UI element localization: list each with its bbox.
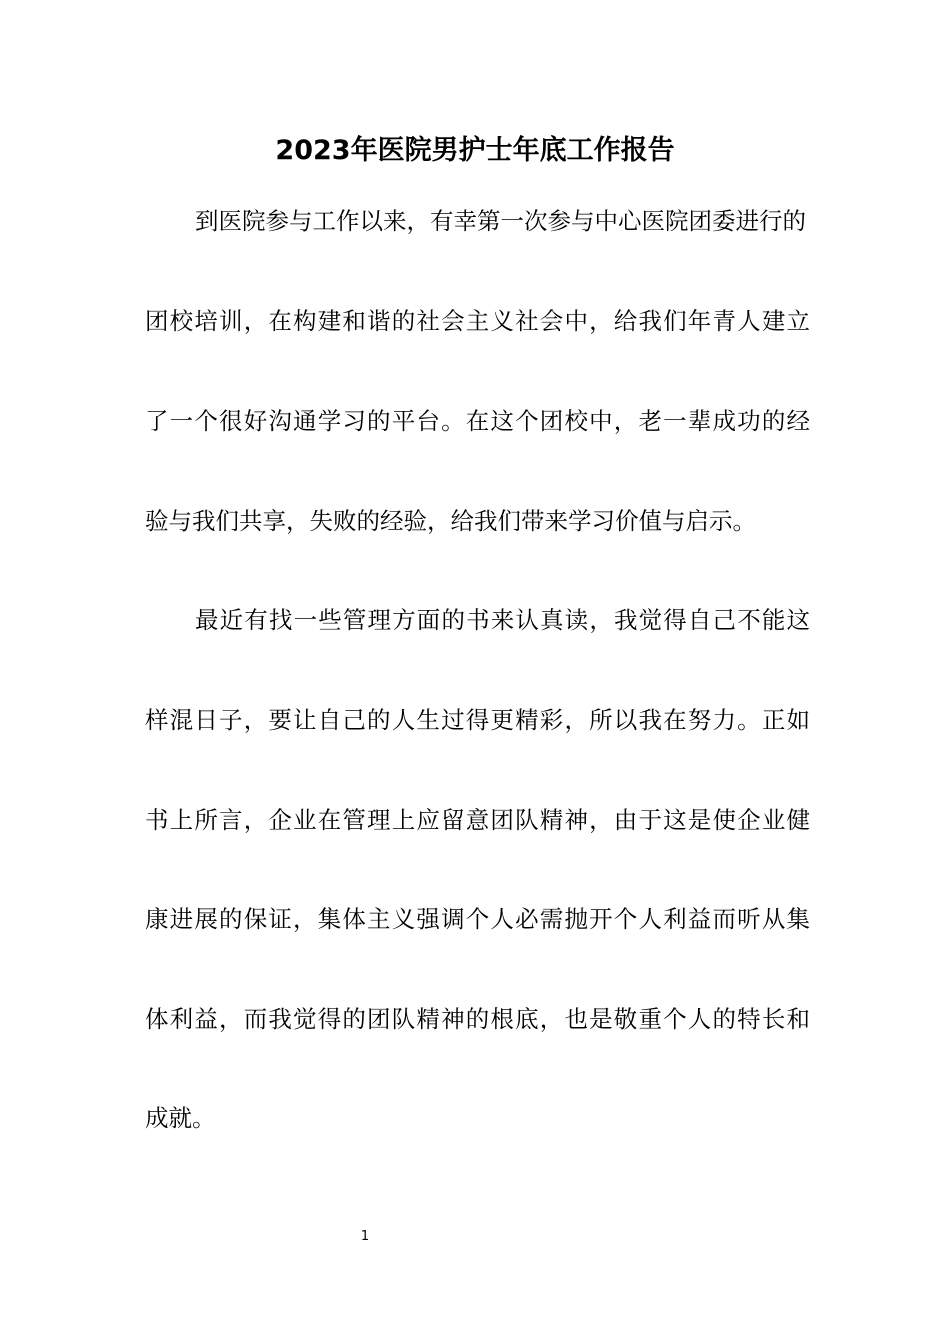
paragraph-line: 康进展的保证，集体主义强调个人必需抛开个人利益而听从集 bbox=[145, 905, 810, 933]
page-number: 1 bbox=[360, 1229, 370, 1244]
paragraph-line: 样混日子，要让自己的人生过得更精彩，所以我在努力。正如 bbox=[145, 706, 810, 734]
page-title: 2023年医院男护士年底工作报告 bbox=[275, 135, 675, 166]
paragraph-line: 最近有找一些管理方面的书来认真读，我觉得自己不能这 bbox=[195, 606, 810, 634]
paragraph-line: 体利益，而我觉得的团队精神的根底，也是敬重个人的特长和 bbox=[145, 1005, 810, 1033]
paragraph-line: 到医院参与工作以来，有幸第一次参与中心医院团委进行的 bbox=[195, 207, 806, 235]
paragraph-line: 成就。 bbox=[145, 1104, 216, 1132]
paragraph-line: 团校培训，在构建和谐的社会主义社会中，给我们年青人建立 bbox=[145, 307, 810, 335]
paragraph-line: 了一个很好沟通学习的平台。在这个团校中，老一辈成功的经 bbox=[145, 407, 810, 435]
paragraph-line: 验与我们共享，失败的经验，给我们带来学习价值与启示。 bbox=[145, 507, 756, 535]
paragraph-line: 书上所言，企业在管理上应留意团队精神，由于这是使企业健 bbox=[145, 806, 810, 834]
